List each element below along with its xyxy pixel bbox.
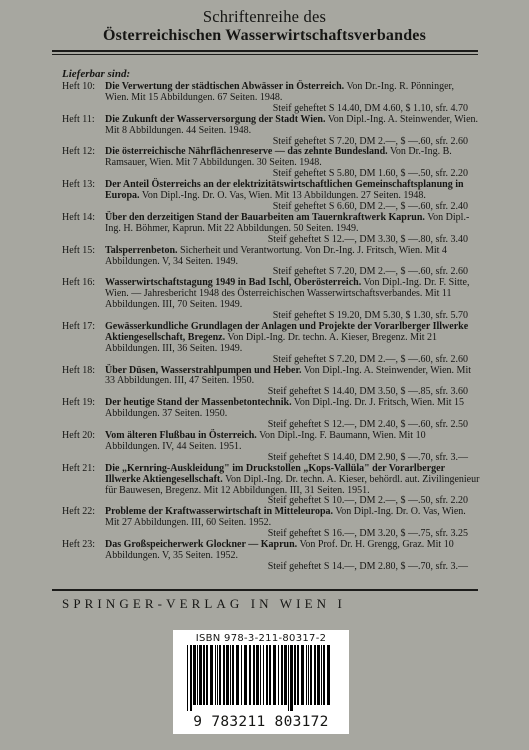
barcode-bar <box>215 645 216 705</box>
issue-number: Heft 18: <box>62 364 96 376</box>
entry-price: Steif geheftet S 14.—, DM 2.80, $ —.70, sfr. 3.— <box>267 560 468 572</box>
barcode-bars <box>183 645 339 711</box>
entry-price: Steif geheftet S 7.20, DM 2.—, $ —.60, sfr. 2.60 <box>272 266 468 278</box>
barcode-bar <box>269 645 271 705</box>
entry-text: Von Dipl.-Ing. A. Steinwender, Wien. Mit 33 Abbildungen. III, 47 Seiten. 1950. <box>105 364 471 387</box>
barcode-bar <box>223 645 225 705</box>
entry-text: Von Dipl.-Ing. Dr. F. Sitte, Wien. — Jahresbericht 1948 des Österreichischen Wasserwirtschaftsverbandes. Mit 11 Abbildungen. III, 70 Seiten. 1949. <box>105 277 470 311</box>
barcode-bar <box>249 645 251 705</box>
entry-body <box>105 278 480 311</box>
entry-text: Sicherheit und Verantwortung. Von Dr.-Ing. J. Fritsch, Wien. Mit 4 Abbildungen. V, 34 Seiten. 1949. <box>105 244 447 267</box>
barcode-bar <box>314 645 316 705</box>
entry-title: Wasserwirtschaftstagung 1949 in Bad Ischl, Oberösterreich. <box>105 277 362 289</box>
barcode-bar <box>278 645 279 705</box>
entry-price: Steif geheftet S 7.20, DM 2.—, $ —.60, sfr. 2.60 <box>272 135 468 147</box>
entry-text: Von Dipl.-Ing. H. Böhmer, Kaprun. Mit 22 Abbildungen. 50 Seiten. 1949. <box>105 211 470 234</box>
entry-text: Von Dipl.-Ing. Dr. techn. A. Kieser, Bregenz. Mit 21 Abbildungen. III, 36 Seiten. 1949. <box>105 331 438 354</box>
entry-text: Von Dipl.-Ing. Dr. O. Vas, Wien. Mit 27 Abbildungen. III, 60 Seiten. 1952. <box>105 506 466 529</box>
barcode-bar <box>323 645 325 705</box>
list-item <box>62 431 480 464</box>
issue-number: Heft 17: <box>62 320 96 332</box>
entry-body <box>105 180 480 202</box>
entry-title: Über Düsen, Wasserstrahlpumpen und Heber. <box>105 364 302 376</box>
isbn-text: ISBN 978-3-211-80317-2 <box>195 633 327 644</box>
issue-number: Heft 15: <box>62 244 96 256</box>
barcode-bar <box>187 645 188 711</box>
entry-title: Das Großspeicherwerk Glockner — Kaprun. <box>105 539 298 551</box>
barcode-bar <box>281 645 283 705</box>
barcode-bar <box>317 645 320 705</box>
entry-body <box>105 82 480 104</box>
series-title <box>0 7 529 45</box>
list-item <box>62 246 480 279</box>
barcode-bar <box>199 645 202 705</box>
barcode-bar <box>256 645 259 705</box>
barcode-bar <box>210 645 213 705</box>
entry-price: Steif geheftet S 12.—, DM 3.30, $ —.80, sfr. 3.40 <box>267 233 468 245</box>
series-title-line2: Österreichischen Wasserwirtschaftsverbandes <box>102 27 427 44</box>
entry-title: Probleme der Kraftwasserwirtschaft in Mitteleuropa. <box>105 506 334 518</box>
barcode-bar <box>260 645 261 705</box>
list-item <box>62 366 480 399</box>
barcode-bar <box>327 645 330 705</box>
entry-price: Steif geheftet S 6.60, DM 2.—, $ —.60, sfr. 2.40 <box>272 200 468 212</box>
publication-list <box>62 82 480 573</box>
entry-title: Gewässerkundliche Grundlagen der Anlagen und Projekte der Vorarlberger Illwerke Aktiengesellschaft, Bregenz. <box>105 320 469 343</box>
entry-price: Steif geheftet S 14.40, DM 3.50, $ —.85, sfr. 3.60 <box>267 386 468 398</box>
entry-body <box>105 507 480 529</box>
barcode-bar <box>321 645 322 705</box>
entry-body <box>105 246 480 268</box>
entry-price: Steif geheftet S 12.—, DM 2.40, $ —.60, sfr. 2.50 <box>267 419 468 431</box>
list-item <box>62 82 480 115</box>
barcode-bar <box>232 645 234 705</box>
entry-price: Steif geheftet S 14.40, DM 4.60, $ 1.10, sfr. 4.70 <box>272 102 468 114</box>
entry-text: Von Dr.-Ing. B. Ramsauer, Wien. Mit 7 Abbildungen. 30 Seiten. 1948. <box>105 146 452 169</box>
entry-price: Steif geheftet S 7.20, DM 2.—, $ —.60, sfr. 2.60 <box>272 353 468 365</box>
entry-price: Steif geheftet S 10.—, DM 2.—, $ —.50, sfr. 2.20 <box>267 495 468 507</box>
barcode-bar <box>219 645 221 705</box>
entry-body <box>105 213 480 235</box>
barcode-bar <box>306 645 307 705</box>
barcode-bar <box>273 645 276 705</box>
series-title-line1: Schriftenreihe des <box>202 7 327 26</box>
bottom-rule <box>52 589 478 591</box>
list-item <box>62 115 480 148</box>
entry-title: Über den derzeitigen Stand der Bauarbeiten am Tauernkraftwerk Kaprun. <box>105 211 425 223</box>
entry-text: Von Dr.-Ing. R. Pönninger, Wien. Mit 15 Abbildungen. 67 Seiten. 1948. <box>105 81 454 103</box>
entry-title: Die Zukunft der Wasserversorgung der Stadt Wien. <box>105 113 326 125</box>
barcode-bar <box>217 645 218 705</box>
barcode-bar <box>301 645 304 705</box>
entry-text: Von Dipl.-Ing. Dr. techn. A. Kieser, behördl. aut. Zivilingenieur für Bauwesen, Bregenz. Mit 12 Abbildungen. III, 31 Seiten. 1951. <box>105 473 480 496</box>
entry-text: Von Dipl.-Ing. F. Baumann, Wien. Mit 10 Abbildungen. IV, 44 Seiten. 1951. <box>105 430 426 452</box>
entry-title: Talsperrenbeton. <box>105 244 178 256</box>
barcode-bar <box>193 645 196 705</box>
list-item <box>62 464 480 508</box>
entry-body <box>105 431 480 453</box>
entry-text: Von Prof. Dr. H. Grengg, Graz. Mit 10 Abbildungen. V, 35 Seiten. 1952. <box>105 539 454 561</box>
entry-body <box>105 540 480 562</box>
entry-body <box>105 464 480 497</box>
barcode-bar <box>290 645 293 711</box>
list-item <box>62 278 480 322</box>
issue-number: Heft 20: <box>62 430 96 441</box>
barcode-bar <box>284 645 287 705</box>
publisher-line: SPRINGER-VERLAG IN WIEN I <box>62 596 346 611</box>
issue-number: Heft 19: <box>62 397 96 409</box>
barcode-bar <box>308 645 309 705</box>
entry-body <box>105 322 480 355</box>
barcode-bar <box>263 645 264 705</box>
list-item <box>62 147 480 180</box>
top-rule-1 <box>52 50 478 52</box>
barcode-bar <box>190 645 192 711</box>
list-item <box>62 180 480 213</box>
issue-number: Heft 12: <box>62 146 96 158</box>
barcode-bar <box>310 645 312 705</box>
entry-body <box>105 398 480 420</box>
issue-number: Heft 11: <box>62 113 95 125</box>
entry-body <box>105 147 480 169</box>
issue-number: Heft 16: <box>62 277 96 289</box>
issue-number: Heft 22: <box>62 506 96 518</box>
entry-price: Steif geheftet S 14.40, DM 2.90, $ —.70, sfr. 3.— <box>267 451 468 463</box>
entry-price: Steif geheftet S 16.—, DM 3.20, $ —.75, sfr. 3.25 <box>267 528 468 540</box>
entry-title: Die Verwertung der städtischen Abwässer in Österreich. <box>105 81 345 92</box>
entry-price: Steif geheftet S 19.20, DM 5.30, $ 1.30, sfr. 5.70 <box>272 310 468 322</box>
list-item <box>62 213 480 246</box>
list-item <box>62 322 480 366</box>
barcode-bar <box>230 645 231 705</box>
entry-title: Vom älteren Flußbau in Österreich. <box>105 430 257 441</box>
issue-number: Heft 21: <box>62 462 96 474</box>
entry-text: Von Dipl.-Ing. A. Steinwender, Wien. Mit 8 Abbildungen. 44 Seiten. 1948. <box>105 113 479 136</box>
entry-title: Die österreichische Nährflächenreserve — das zehnte Bundesland. <box>105 146 388 158</box>
barcode-bar <box>203 645 205 705</box>
list-item <box>62 540 480 573</box>
issue-number: Heft 13: <box>62 179 96 191</box>
entry-price: Steif geheftet S 5.80, DM 1.60, $ —.50, sfr. 2.20 <box>272 168 468 180</box>
barcode-bar <box>197 645 198 705</box>
barcode-bar <box>294 645 296 705</box>
list-item <box>62 398 480 431</box>
top-rule-2 <box>52 54 478 55</box>
barcode-bar <box>236 645 239 705</box>
barcode-bar <box>226 645 229 705</box>
issue-number: Heft 10: <box>62 81 96 92</box>
entry-body <box>105 366 480 388</box>
entry-title: Der Anteil Österreichs an der elektrizitätswirtschaftlichen Gemeinschaftsplanung in Europa. <box>105 179 464 202</box>
available-label: Lieferbar sind: <box>62 68 131 80</box>
entry-text: Von Dipl.-Ing. Dr. J. Fritsch, Wien. Mit 15 Abbildungen. 37 Seiten. 1950. <box>105 397 464 420</box>
entry-body <box>105 115 480 137</box>
entry-title: Die „Kernring-Auskleidung" im Druckstollen „Kops-Vallüla" der Vorarlberger Illwerke Aktiengesellschaft. <box>105 462 445 485</box>
barcode-bar <box>206 645 208 705</box>
issue-number: Heft 23: <box>62 539 96 551</box>
barcode-label <box>173 630 349 734</box>
barcode-bar <box>266 645 268 705</box>
barcode-bar <box>253 645 255 705</box>
barcode-digits: 9 783211 803172 <box>193 714 329 730</box>
entry-text: Von Dipl.-Ing. Dr. O. Vas, Wien. Mit 13 Abbildungen. 27 Seiten. 1948. <box>139 190 426 202</box>
barcode-bar <box>241 645 242 705</box>
issue-number: Heft 14: <box>62 211 96 223</box>
entry-title: Der heutige Stand der Massenbetontechnik. <box>105 397 292 409</box>
list-item <box>62 507 480 540</box>
barcode-bar <box>297 645 299 705</box>
barcode-bar <box>288 645 289 711</box>
barcode-bar <box>244 645 247 705</box>
